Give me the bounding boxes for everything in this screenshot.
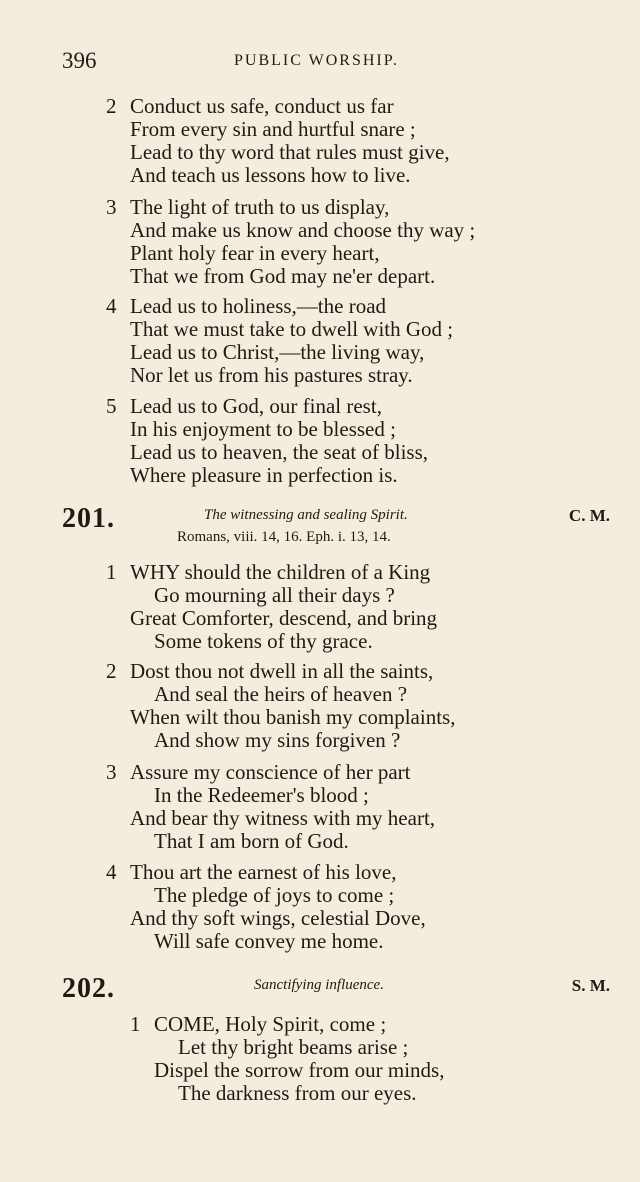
verse-line: And seal the heirs of heaven ? <box>154 682 408 706</box>
verse-line: The darkness from our eyes. <box>178 1081 417 1105</box>
verse-line: Dispel the sorrow from our minds, <box>154 1058 445 1082</box>
verse-line: And make us know and choose thy way ; <box>130 218 476 242</box>
stanza <box>106 95 450 187</box>
verse-line: Some tokens of thy grace. <box>154 629 373 653</box>
hymn-meter: C. M. <box>568 506 610 525</box>
running-title: PUBLIC WORSHIP. <box>234 52 399 69</box>
stanza-number: 1 <box>106 560 117 584</box>
verse-line: Lead us to heaven, the seat of bliss, <box>130 440 428 464</box>
stanza <box>106 561 437 653</box>
verse-line: Where pleasure in perfection is. <box>130 463 398 487</box>
verse-line: Conduct us safe, conduct us far <box>130 94 394 118</box>
verse-line: And bear thy witness with my heart, <box>130 806 436 830</box>
verse-line: That we from God may ne'er depart. <box>130 264 436 288</box>
stanza-number: 4 <box>106 294 117 318</box>
stanza <box>106 761 435 853</box>
hymn-number: 202. <box>62 973 115 1004</box>
verse-line: That I am born of God. <box>154 829 349 853</box>
verse-line: The pledge of joys to come ; <box>154 883 395 907</box>
scripture-reference: Romans, viii. 14, 16. Eph. i. 13, 14. <box>177 529 391 545</box>
hymn-title: Sanctifying influence. <box>254 977 384 993</box>
stanza-number: 4 <box>106 860 117 884</box>
verse-line: Great Comforter, descend, and bring <box>130 606 438 630</box>
verse-line: Plant holy fear in every heart, <box>130 241 380 265</box>
stanza <box>106 295 453 387</box>
hymn-number: 201. <box>62 503 115 534</box>
verse-line: Lead us to holiness,—the road <box>130 294 387 318</box>
hymn-title: The witnessing and sealing Spirit. <box>204 507 408 523</box>
verse-line: Nor let us from his pastures stray. <box>130 363 413 387</box>
verse-line: And teach us lessons how to live. <box>130 163 411 187</box>
hymn-meter: S. M. <box>571 976 610 995</box>
verse-line: And thy soft wings, celestial Dove, <box>130 906 426 930</box>
stanza-number: 2 <box>106 94 117 118</box>
verse-line: In the Redeemer's blood ; <box>154 783 369 807</box>
verse-line: Lead us to God, our final rest, <box>130 394 382 418</box>
verse-line: Lead us to Christ,—the living way, <box>130 340 425 364</box>
verse-line: In his enjoyment to be blessed ; <box>130 417 396 441</box>
stanza <box>106 196 475 288</box>
verse-line: Go mourning all their days ? <box>154 583 395 607</box>
verse-line: From every sin and hurtful snare ; <box>130 117 416 141</box>
stanza-number: 3 <box>106 195 117 219</box>
stanza <box>106 861 426 953</box>
stanza <box>106 660 455 752</box>
verse-line: That we must take to dwell with God ; <box>130 317 454 341</box>
stanza-number: 2 <box>106 659 117 683</box>
hymn-201-heading <box>62 505 610 555</box>
stanza-number: 3 <box>106 760 117 784</box>
verse-line: Assure my conscience of her part <box>130 760 411 784</box>
verse-line: The light of truth to us display, <box>130 195 390 219</box>
verse-line: Dost thou not dwell in all the saints, <box>130 659 434 683</box>
verse-line: Let thy bright beams arise ; <box>178 1035 409 1059</box>
verse-line: When wilt thou banish my complaints, <box>130 705 456 729</box>
verse-line: Will safe convey me home. <box>154 929 384 953</box>
stanza <box>106 395 428 487</box>
verse-line: Thou art the earnest of his love, <box>130 860 397 884</box>
page-header <box>62 48 442 78</box>
stanza-number: 5 <box>106 394 117 418</box>
verse-line: Lead to thy word that rules must give, <box>130 140 450 164</box>
verse-line: And show my sins forgiven ? <box>154 728 401 752</box>
stanza-number: 1 <box>130 1012 141 1036</box>
stanza <box>130 1013 444 1105</box>
verse-line: COME, Holy Spirit, come ; <box>154 1012 387 1036</box>
verse-line: WHY should the children of a King <box>130 560 431 584</box>
page-number: 396 <box>62 48 97 73</box>
